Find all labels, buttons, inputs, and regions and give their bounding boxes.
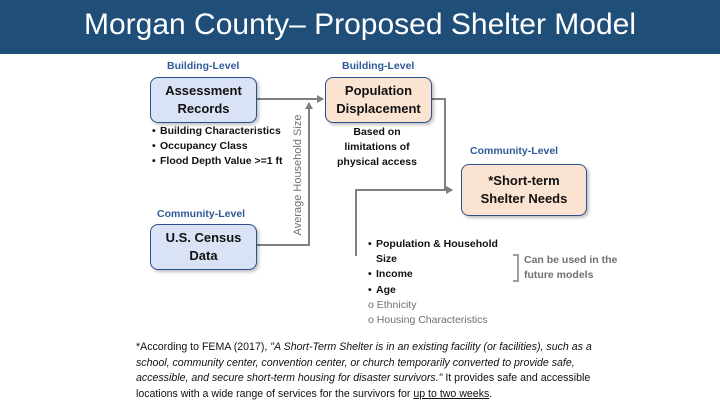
- note-line: physical access: [337, 156, 417, 169]
- list-item: • Occupancy Class: [152, 139, 283, 154]
- shelter-level-label: Community-Level: [470, 145, 559, 157]
- arrow-population-to-shelter: [431, 99, 452, 190]
- footnote-underlined: up to two weeks: [413, 387, 490, 400]
- us-census-data-box: [150, 224, 257, 270]
- note-line: Based on: [353, 126, 401, 138]
- population-note: [328, 125, 426, 171]
- population-level-label: Building-Level: [342, 60, 415, 72]
- sub-list-item: o Housing Characteristics: [368, 314, 488, 327]
- box-line: Data: [189, 248, 218, 263]
- box-line: Shelter Needs: [480, 191, 568, 206]
- footnote-quote: "A Short-Term Shelter is in an existing facility (or facilities), such as a school, community center, convention center, or church temporarily converted to provide safe, accessible, and secure short-term housing for disaster survivors.": [136, 341, 592, 384]
- note-line: future models: [524, 269, 594, 282]
- footnote-rest: It provides safe and accessible locations with a wide range of services for the survivors for: [136, 372, 591, 400]
- footnote-end: .: [489, 387, 493, 400]
- list-item-text: Size: [376, 253, 398, 266]
- box-line: *Short-term: [488, 173, 560, 189]
- note-line: limitations of: [344, 141, 410, 154]
- population-displacement-box: [325, 77, 432, 123]
- list-item-text: Population & Household: [376, 238, 498, 250]
- box-line: Assessment: [165, 83, 242, 99]
- future-models-note: [524, 253, 617, 283]
- list-item: • Income: [368, 267, 498, 282]
- sub-list-item-text: Ethnicity: [376, 298, 417, 311]
- fema-footnote: [136, 340, 614, 402]
- footnote-intro: *According to FEMA (2017),: [136, 341, 271, 353]
- sub-list-item-text: Housing Characteristics: [376, 314, 488, 327]
- assessment-level-label: Building-Level: [167, 60, 240, 72]
- list-item: • Age: [368, 283, 498, 298]
- box-line: Displacement: [336, 101, 421, 116]
- census-level-label: Community-Level: [157, 208, 246, 220]
- shelter-needs-box: [461, 164, 587, 216]
- note-line: Can be used in the: [524, 254, 618, 266]
- bracket: [513, 255, 518, 281]
- box-line: U.S. Census: [165, 230, 242, 246]
- list-item: [368, 237, 498, 267]
- census-bullets: [368, 237, 498, 328]
- list-item: • Building Characteristics: [152, 124, 283, 139]
- assessment-bullets: [152, 124, 283, 170]
- box-line: Population: [344, 83, 413, 99]
- slide-title: Morgan County– Proposed Shelter Model: [84, 8, 636, 41]
- average-household-size-label: Average Household Size: [292, 114, 304, 236]
- assessment-records-box: [150, 77, 257, 123]
- sub-list-item: o Ethnicity: [368, 298, 417, 311]
- box-line: Records: [177, 101, 230, 116]
- list-item: • Flood Depth Value >=1 ft: [152, 154, 283, 169]
